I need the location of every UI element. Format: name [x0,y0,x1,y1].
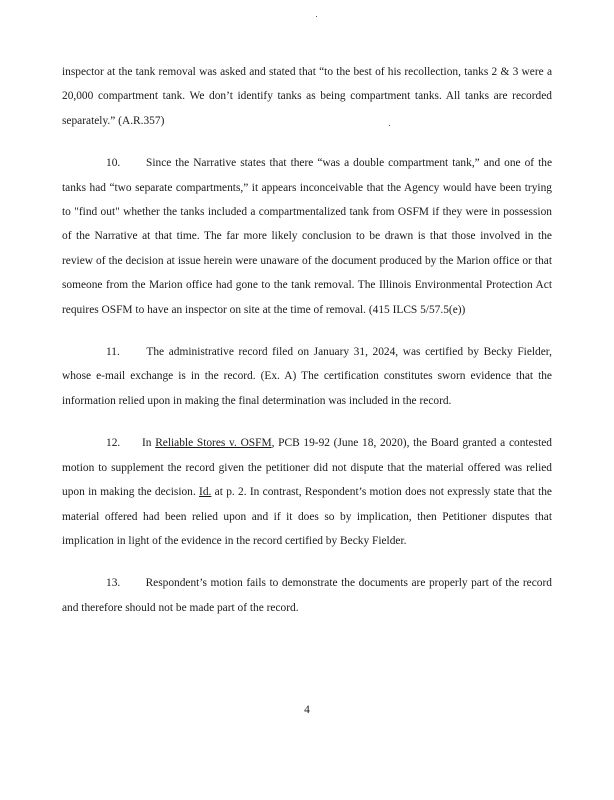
text-line: contested motion to supplement the record given the petitioner did not dispute that the material [62,437,552,474]
text-line: Respondent’s motion fails to demonstrate the documents are properly part of the [145,577,520,590]
text-line: Fielder, whose e-mail exchange is in the record. (Ex. A) The certification constitutes sworn [62,346,552,383]
text-line: evidence that the information relied upon in making the final determination was included in the [62,370,552,407]
text-line: tanks are recorded separately.” (A.R.357) [62,90,552,127]
text-line: does not expressly state that the material offered had been relied upon and if it does so by [62,486,552,523]
text-line: at the time of removal. (415 ILCS 5/57.5(e)) [262,303,466,316]
text-fragment: at p. 2. In contrast, Respondent’s motion [211,486,402,499]
id-citation: Id. [199,486,212,499]
page-number: 4 [304,704,310,716]
text-fragment: offered was relied upon in making the decision. [62,461,552,499]
paragraph-number: 13. [106,577,121,590]
text-line: certified by Becky Fielder. [285,534,407,547]
paragraph-12 [62,431,552,553]
paragraph-10 [62,151,552,322]
text-line: record. [419,394,452,407]
text-line: implication, then Petitioner disputes that implication in light of the evidence in the record [62,510,552,547]
case-citation: Reliable Stores v. OSFM [155,437,272,450]
body-text [62,60,552,620]
text-line: produced by the Marion office or that someone from the Marion office had gone to the tank [62,254,552,292]
text-line: they were in possession of the Narrative at that time. The far more likely conclusion to be drawn [62,206,552,243]
continuation-paragraph [62,60,552,133]
text-line: 3 were a 20,000 compartment tank. We don’t identify tanks as being compartment tanks. All [62,66,553,103]
text-line: been trying to "find out" whether the tanks included a compartmentalized tank from OSFM if [62,181,552,219]
text-fragment: In [142,437,156,450]
paragraph-11 [62,340,552,413]
text-line: inspector at the tank removal was asked and stated that “to the best of his recollection, tanks 2 & [62,66,510,78]
text-line: is that those involved in the review of the decision at issue herein were unaware of the document [62,230,552,267]
text-line: The administrative record filed on January 31, 2024, was certified by Becky [146,346,513,359]
paragraph-number: 11. [106,346,120,359]
text-line: the tanks had “two separate compartments,” it appears inconceivable that the Agency would have [62,157,552,194]
text-fragment: , PCB 19-92 (June 18, 2020), the Board granted a [271,437,506,450]
paragraph-number: 10. [106,157,121,170]
scan-speck [316,16,317,17]
text-line: record and therefore should not be made part of the record. [62,577,552,614]
paragraph-13 [62,571,552,620]
text-line: removal. The Illinois Environmental Protection Act requires OSFM to have an inspector on site [62,279,553,316]
text-line: Since the Narrative states that there “was a double compartment tank,” and one of [146,157,535,170]
paragraph-number: 12. [106,437,121,450]
